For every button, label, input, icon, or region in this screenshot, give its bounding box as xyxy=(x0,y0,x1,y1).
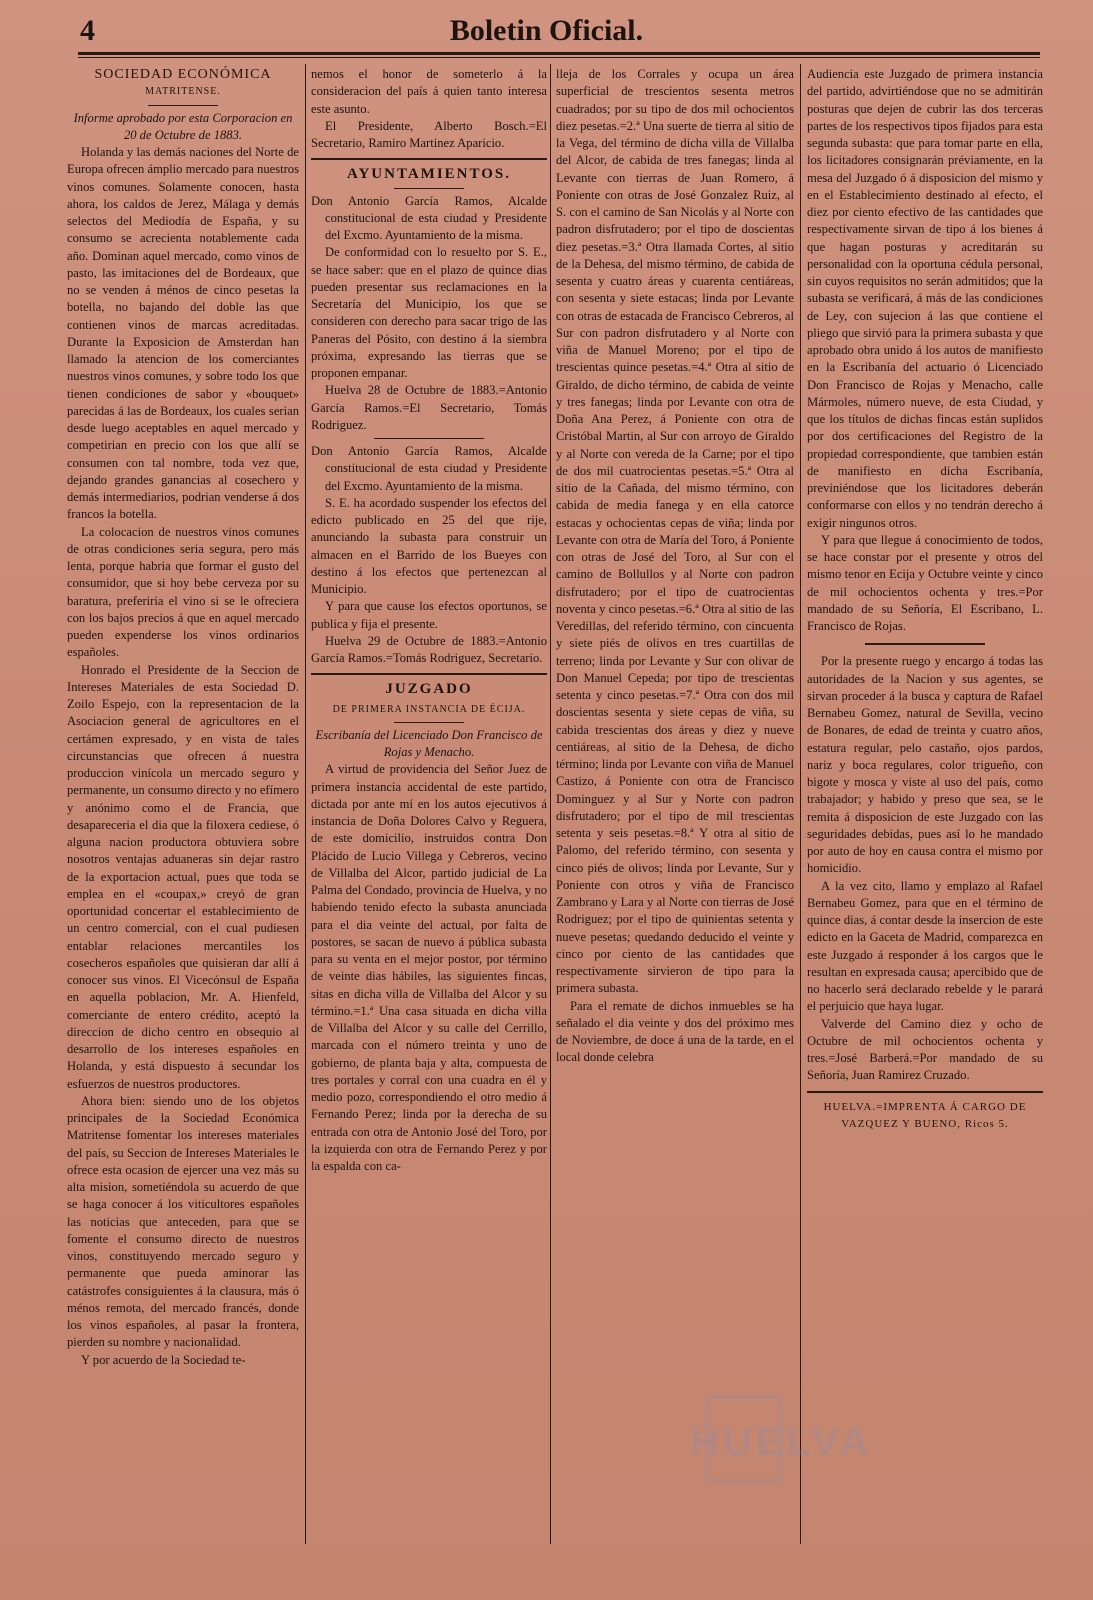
paragraph: lleja de los Corrales y ocupa un área superficial de trescientos sesenta metros cuadrados; por su tipo de dos mil ochocientos diez pesetas.=2.ª Una suerte de tierra al sitio de la Vega, del término de dicha villa de Villalba del Alcor, de cabida de tres fanegas; linda al Levante con tierras de Juan Romero, á Poniente con otras de José Gonzalez Ruiz, al S. con el camino de San Nicolás y al Norte con padron disfrutadero; por el tipo de doscientas diez pesetas.=3.ª Otra llamada Cortes, al sitio de la Dehesa, del mismo término, de cabida de sesenta y cuatro áreas y cuarenta centiáreas, con sesenta y siete estacas; linda por Levante con otras de estacada de Francisco Cebreros, al Sur con padron disfrutadero y al Norte con viña de Manuel Moreno; por el tipo de trescientas quince pesetas.=4.ª Otra al sitio de Giraldo, de dicho término, de cabida de veinte y tres fanegas; linda por Levante con otra de Doña Ana Perez, á Poniente con otra de Cristóbal Martin, al Sur con arroyo de Giraldo y al Norte con vereda de la Carne; por el tipo de dos mil cuatrocientas pesetas.=5.ª Otra al sitio de la Cañada, del mismo término, con cabida de media fanega y en ella catorce estacas y ochocientas cepas de viña; linda por Levante con otra de María del Toro, á Poniente con otras de José del Toro, al Sur con el camino de Bollullos y al Norte con padron disfrutadero; por el tipo de cuatrocientas noventa y cinco pesetas.=6.ª Otra al sitio de las Veredillas, del referido término, con cincuenta y siete piés de olivos en tres cuartillas de terreno; linda por Levante y Sur con olivar de Don Manuel Cepeda; por tipo de trescientas setenta y cinco pesetas.=7.ª Otra con dos mil doscientas sesenta y siete cepas de viña, su cabida trescientas dos áreas y diez y nueve centiáreas, al sitio de la Dehesa, de dicho término; linda por Levante con viña de Manuel Castizo, á Poniente con otra de Francisco Dominguez y al Sur y Norte con padron disfrutadero; por el tipo de mil trescientas setenta y seis pesetas.=8.ª Y otra al sitio de Palomo, del referido término, con sesenta y cinco piés de olivos; linda por Levante, Sur y Poniente con otros y viña de Francisco Zambrano y Lara y al Norte con tierras de José Rodriguez; por el tipo de quinientas setenta y nueve pesetas; quedando deducido el veinte y cinco por ciento de las cantidades que respectivamente sirvieron de tipo para la primera subasta. xyxy=(556,67,794,996)
notice-heading: Don Antonio García Ramos, Alcalde constitucional de esta ciudad y Presidente del Excmo. Ayuntamiento de la misma. xyxy=(311,444,547,493)
paragraph: nemos el honor de someterlo á la consideracion del país á quien tanto interesa este asunto. xyxy=(311,67,547,116)
divider xyxy=(394,722,464,723)
paragraph: Huelva 28 de Octubre de 1883.=Antonio García Ramos.=El Secretario, Tomás Rodriguez. xyxy=(311,383,547,432)
column-1 xyxy=(67,66,299,1600)
paragraph: La colocacion de nuestros vinos comunes de otras condiciones seria segura, pero más lenta, porque habria que formar el gusto del consumidor, que si hoy bebe cerveza por su baratura, preferiria el vino si se le ofreciera con los bajos precios á que en aquel mercado pueden expenderse los vinos ordinarios españoles. xyxy=(67,524,299,660)
section-heading: AYUNTAMIENTOS. xyxy=(346,166,511,183)
divider xyxy=(374,438,484,439)
paragraph: Valverde del Camino diez y ocho de Octubre de mil ochocientos ochenta y tres.=José Barberá.=Por mandado de su Señoría, Juan Ramirez Cruzado. xyxy=(807,1016,1043,1083)
paragraph: A la vez cito, llamo y emplazo al Rafael Bernabeu Gomez, para que en el término de quince dias, á contar desde la insercion de este edicto en la Gaceta de Madrid, comparezca en este Juzgado á responder á los cargos que le resultan en expresada causa; apercibido que de no hacerlo será declarado rebelde y le parará el perjuicio que haya lugar. xyxy=(807,878,1043,1014)
paragraph: Huelva 29 de Octubre de 1883.=Antonio García Ramos.=Tomás Rodriguez, Secretario. xyxy=(311,633,547,665)
article-subtitle: MATRITENSE. xyxy=(145,86,221,98)
watermark: HUELVA xyxy=(690,1420,873,1464)
column-3 xyxy=(556,66,794,1600)
header-rule-thin xyxy=(78,57,1040,58)
paragraph: Y para que cause los efectos oportunos, se publica y fija el presente. xyxy=(311,599,547,631)
paragraph: Audiencia este Juzgado de primera instancia del partido, advirtiéndose que no se admitirán posturas que dejen de cubrir las dos terceras partes de los respectivos tipos fijados para esta segunda subasta: que para tomar parte en ella, los licitadores consignarán préviamente, en la mesa del Juzgado ó á disposicion del mismo y en el Establecimiento destinado al efecto, el diez por ciento efectivo de las cantidades que respectivamente sirvan de tipo á los bienes á que hagan posturas y acreditarán su personalidad con la oportuna cédula personal, sin cuyos requisitos no serán admitidos; que la subasta se verificará, á más de las condiciones de Ley, con sujecion á las que contiene el pliego que sirvió para la primera subasta y que aprobado obra unido á los autos de manifiesto en la Escribanía del actuario ó Licenciado Don Francisco de Rojas y Menacho, calle Mármoles, número nueve, de esta Ciudad, y que los títulos de dichas fincas están suplidos por dos certificaciones del Registro de la propiedad correspondiente, que tambien están de manifiesto en dicha Escribanía, previniéndose que los licitadores deberán conformarse con ellos y no tendrán derecho á exigir ningunos otros. xyxy=(807,67,1043,530)
paragraph: Por la presente ruego y encargo á todas las autoridades de la Nacion y sus agentes, se sirvan proceder á la busca y captura de Rafael Bernabeu Gomez, natural de Sevilla, vecino de Bonares, de edad de treinta y cuatro años, estatura regular, pelo castaño, ojos pardos, nariz y boca regulares, color trigueño, con bigote y mosca y viste al uso del país, como trabajador; y habido y preso que sea, se le remita á disposicion de este Juzgado con las seguridades debidas, pues así lo he mandado por auto de hoy en causa contra el mismo por homicidio. xyxy=(807,654,1043,876)
header-rule xyxy=(78,52,1040,55)
article-title: SOCIEDAD ECONÓMICA xyxy=(94,67,272,82)
article-intro: Informe aprobado por esta Corporacion en 20 de Octubre de 1883. xyxy=(73,110,293,142)
page-number: 4 xyxy=(80,14,95,47)
paragraph: De conformidad con lo resuelto por S. E., se hace saber: que en el plazo de quince dias pueden presentar sus reclamaciones en la Secretaría del Municipio, los que se consideren con derecho para sacar trigo de las Paneras del Pósito, con destino á la siembra próxima, expresando las tierras que se proponen empanar. xyxy=(311,245,547,380)
divider xyxy=(394,188,464,189)
divider xyxy=(311,158,547,160)
column-divider xyxy=(550,64,551,1544)
paragraph: Honrado el Presidente de la Seccion de Intereses Materiales de esta Sociedad D. Zoilo Espejo, con la representacion de la Asociacion general de agricultores en el certámen expresado, y en vista de tales circunstancias que ofrecen á nuestra produccion vinícola un mercado seguro y permanente, un consumo directo y no efímero y anónimo como el de Francia, que desapareceria el dia que la filoxera cediese, ó alguna nacion productora obtuviera sobre nosotros ventajas aduaneras sin dejar rastro de la exportacion actual, pues que toda se emplea en el «coupax,» creyó de gran oportunidad concertar el establecimiento de un centro comercial, con el cual pudiesen entablar relaciones mercantiles los cosecheros españoles que quisieran dar allí á conocer sus vinos. El Vicecónsul de España en aquella poblacion, Mr. A. Hienfeld, comerciante de entero crédito, aceptó la direccion de dicho centro en obsequio al desarrollo de los intereses españoles en Holanda, y está dispuesto á secundar los esfuerzos de nuestros productores. xyxy=(67,662,299,1091)
column-4 xyxy=(807,66,1043,1600)
divider xyxy=(807,1091,1043,1093)
paragraph: Holanda y las demás naciones del Norte de Europa ofrecen ámplio mercado para nuestros vinos comunes. Solamente conocen, hasta ahora, los caldos de Jerez, Málaga y demás selectos del Mediodía de España, y su consumo se acrecienta notablemente cada año. Dominan aquel mercado, como vinos de pasto, las imitaciones del de Bordeaux, que no se venden á ménos de cinco pesetas la botella, no bajando del doble las que contienen vinos de marcas acreditadas. Durante la Exposicion de Amsterdan han llamado la atencion de los comerciantes nuestros vinos comunes, y sobre todo los que tienen condiciones de sabor y «bouquet» parecidas á las de Bordeaux, los cuales serian desde luego aceptables en aquel mercado y competirian en precio con los que allí se consumen con tal nombre, toda vez que, dejando grandes ganancias al cosechero y demás intermediarios, podrian venderse á dos francos la botella. xyxy=(67,145,299,522)
signature: El Presidente, Alberto Bosch.=El Secretario, Ramiro Martinez Aparicio. xyxy=(311,118,547,150)
notice-subtitle: Escribanía del Licenciado Don Francisco de Rojas y Menacho. xyxy=(315,727,543,759)
paragraph: A virtud de providencia del Señor Juez de primera instancia accidental de este partido, dictada por ante mí en los autos ejecutivos á instancia de Doña Dolores Calvo y Reguera, de este domicilio, instruidos contra Don Plácido de Lucio Villega y Cebreros, vecino de Villalba del Alcor, partido judicial de La Palma del Condado, provincia de Huelva, y no habiendo tenido efecto la subasta anunciada para el dia veinte del actual, por falta de postores, se sacan de nuevo á pública subasta para su venta en el mejor postor, por término de veinte dias hábiles, las siguientes fincas, sitas en dicha villa de Villalba del Alcor y su término.=1.ª Una casa situada en dicha villa de Villalba del Alcor y su calle del Cerrillo, marcada con el número treinta y uno de gobierno, de planta baja y alta, compuesta de tres portales y corral con una cuadra en él y medio pozo, correspondiendo el otro medio á Fernando Perez; linda por la derecha de su entrada con otra de Antonio José del Toro, por la izquierda con otra de Fernando Perez y por la espalda con ca- xyxy=(311,762,547,1173)
divider xyxy=(865,643,985,645)
paragraph: Ahora bien: siendo uno de los objetos principales de la Sociedad Económica Matritense fomentar los intereses materiales del país, su Seccion de Intereses Materiales le ofrece esta ocasion de ejercer una vez más su alta mision, sometiéndola su acuerdo de que se haga conocer á los viticultores españoles las noticias que anteceden, para que se fomente el consumo directo de nuestros vinos, constituyendo mercado seguro y permanente que pueda aminorar las catástrofes consiguientes á la clausura, más ó ménos remota, del mercado francés, donde los vinos españoles, al pasar la frontera, pierden su nombre y nacionalidad. xyxy=(67,1093,299,1350)
column-2 xyxy=(311,66,547,1600)
newspaper-title: Boletin Oficial. xyxy=(449,14,644,47)
paragraph: Y por acuerdo de la Sociedad te- xyxy=(81,1352,246,1367)
paragraph: S. E. ha acordado suspender los efectos del edicto publicado en 25 del que rije, anunciando la subasta para construir un almacen en el Barrido de los Bueyes con destino á los efectos que pertenezcan al Municipio. xyxy=(311,495,547,596)
divider xyxy=(311,673,547,675)
column-divider xyxy=(305,64,306,1544)
notice-heading: Don Antonio García Ramos, Alcalde constitucional de esta ciudad y Presidente del Excmo. Ayuntamiento de la misma. xyxy=(311,193,547,242)
section-heading: JUZGADO xyxy=(385,681,473,698)
paragraph: Y para que llegue á conocimiento de todos, se hace constar por el presente y otros del mismo tenor en Ecija y Octubre veinte y cinco de mil ochocientos ochenta y tres.=Por mandado de su Señoría, El Escribano, L. Francisco de Rojas. xyxy=(807,532,1043,633)
divider xyxy=(148,105,218,106)
section-subheading: DE PRIMERA INSTANCIA DE ÉCIJA. xyxy=(332,703,526,715)
imprint-footer: HUELVA.=IMPRENTA Á CARGO DE VAZQUEZ Y BUENO, Ricos 5. xyxy=(823,1100,1027,1130)
paragraph: Para el remate de dichos inmuebles se ha señalado el dia veinte y dos del próximo mes de Noviembre, de doce á una de la tarde, en el local donde celebra xyxy=(556,998,794,1065)
column-divider xyxy=(800,64,801,1544)
